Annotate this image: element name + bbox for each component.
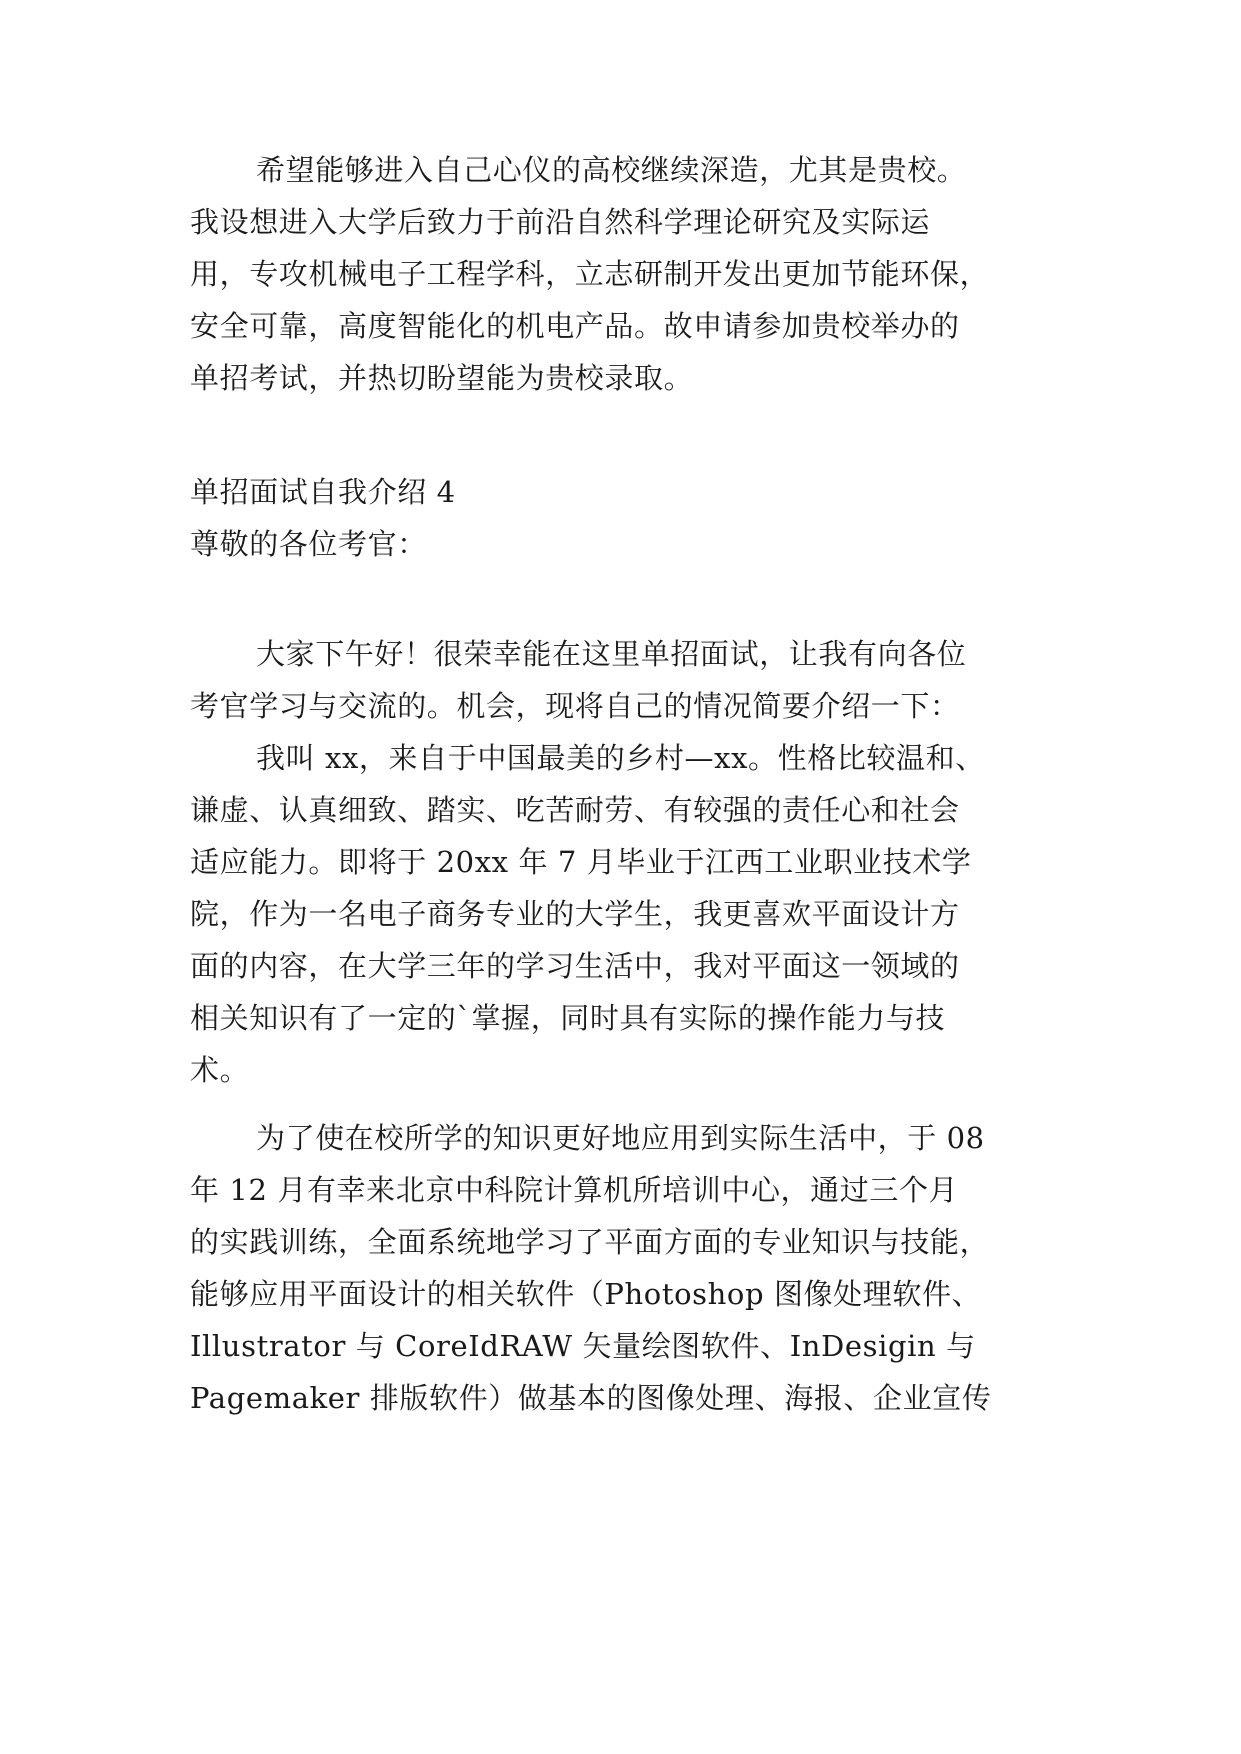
paragraph-line: 术。: [190, 1053, 250, 1087]
paragraph-line: 的实践训练，全面系统地学习了平面方面的专业知识与技能，: [190, 1225, 990, 1259]
paragraph-line: 用，专攻机械电子工程学科，立志研制开发出更加节能环保，: [190, 257, 990, 291]
paragraph-line: 面的内容，在大学三年的学习生活中，我对平面这一领域的: [190, 949, 960, 983]
paragraph-line: 院，作为一名电子商务专业的大学生，我更喜欢平面设计方: [190, 897, 960, 931]
section-title: 单招面试自我介绍 4: [190, 475, 456, 509]
paragraph-line: 单招考试，并热切盼望能为贵校录取。: [190, 361, 694, 395]
paragraph-line: 适应能力。即将于 20xx 年 7 月毕业于江西工业职业技术学: [190, 845, 972, 879]
paragraph-line: 大家下午好！很荣幸能在这里单招面试，让我有向各位: [256, 637, 967, 671]
paragraph-line: 年 12 月有幸来北京中科院计算机所培训中心，通过三个月: [190, 1173, 959, 1207]
paragraph-line: 希望能够进入自己心仪的高校继续深造，尤其是贵校。: [256, 153, 967, 187]
paragraph-line: 我设想进入大学后致力于前沿自然科学理论研究及实际运: [190, 205, 931, 239]
paragraph-line: 能够应用平面设计的相关软件（Photoshop 图像处理软件、: [190, 1277, 982, 1311]
paragraph-line: Illustrator 与 CoreIdRAW 矢量绘图软件、InDesigin 与: [190, 1329, 976, 1363]
paragraph-line: 安全可靠，高度智能化的机电产品。故申请参加贵校举办的: [190, 309, 960, 343]
paragraph-line: 我叫 xx，来自于中国最美的乡村—xx。性格比较温和、: [256, 741, 985, 775]
salutation: 尊敬的各位考官：: [190, 527, 427, 561]
paragraph-line: 考官学习与交流的。机会，现将自己的情况简要介绍一下：: [190, 689, 960, 723]
paragraph-line: Pagemaker 排版软件）做基本的图像处理、海报、企业宣传: [190, 1381, 992, 1415]
paragraph-line: 相关知识有了一定的`掌握，同时具有实际的操作能力与技: [190, 1001, 946, 1035]
paragraph-line: 谦虚、认真细致、踏实、吃苦耐劳、有较强的责任心和社会: [190, 793, 960, 827]
paragraph-line: 为了使在校所学的知识更好地应用到实际生活中，于 08: [256, 1121, 985, 1155]
